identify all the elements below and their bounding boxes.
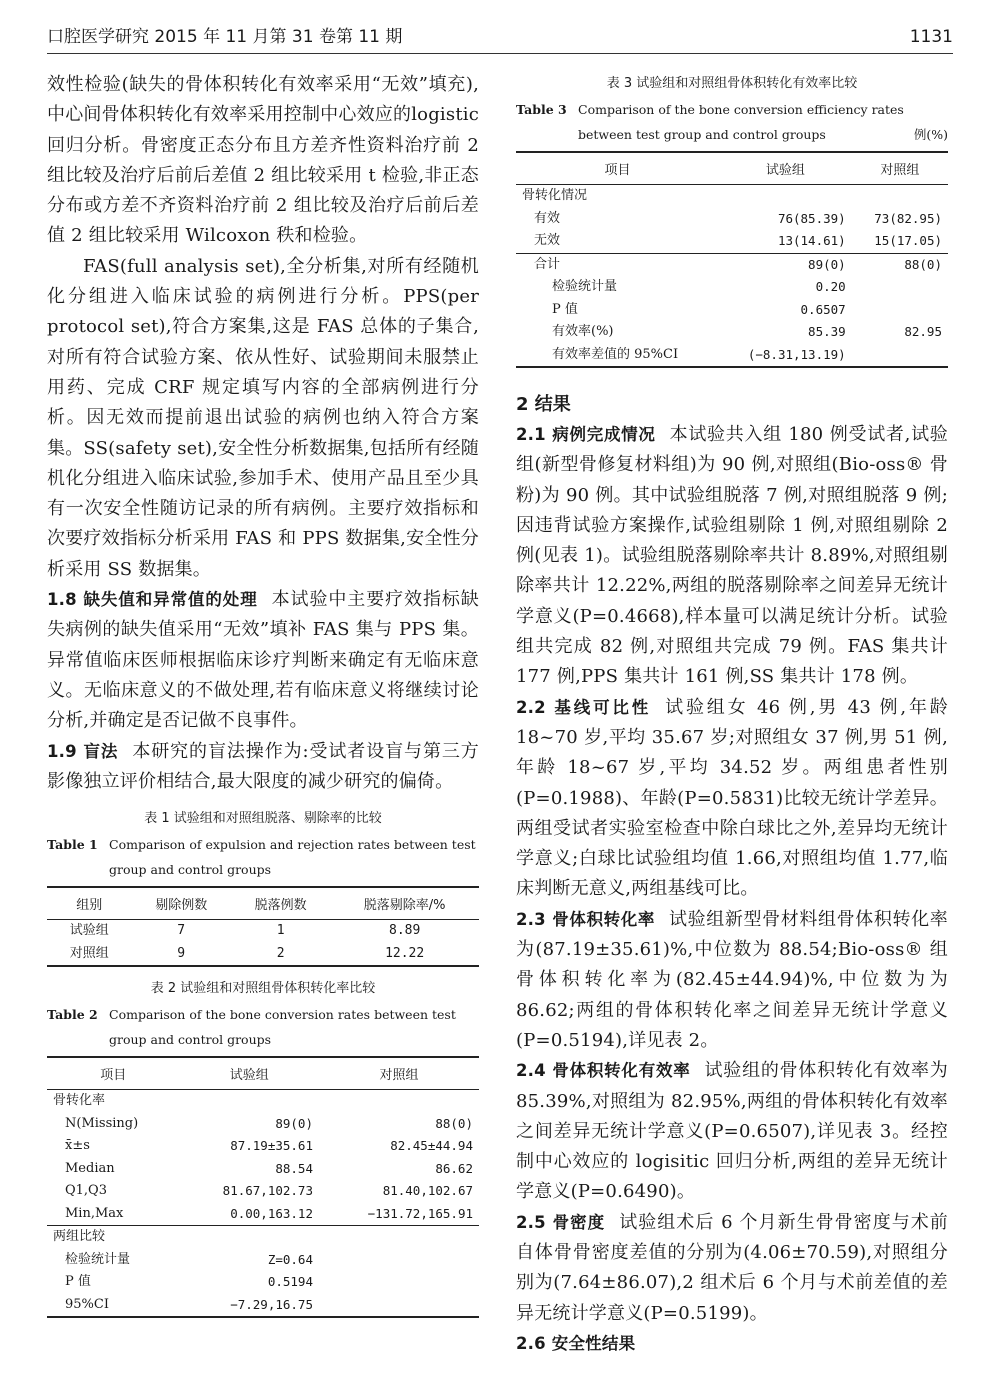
table-header-cell: 脱落剔除率/% xyxy=(330,887,479,920)
table-header-cell: 试验组 xyxy=(180,1057,319,1090)
table-3-caption xyxy=(578,97,948,147)
table-cell: 2 xyxy=(231,943,330,967)
section-2-2-text: 试验组女 46 例,男 43 例,年龄 18~70 岁,平均 35.67 岁;对照组女 37 例,男 51 例,年龄 18~67 岁,平均 34.52 岁。两组患者性别(P=0.1988)、年龄(P=0.5831)比较无统计学差异。两组受试者实验室检查中除白球比之外,差异均无统计学意义;白球比试验组均值 1.66,对照组均值 1.77,临床判断无意义,两组基线可比。 xyxy=(516,696,948,900)
table-row xyxy=(516,276,948,299)
table-cell: 12.22 xyxy=(330,943,479,967)
table-cell: 88(0) xyxy=(852,253,948,276)
table-row xyxy=(47,1271,479,1294)
table-1-label: Table 1 xyxy=(47,837,98,853)
table-cell xyxy=(319,1271,479,1294)
table-row xyxy=(47,920,479,943)
table-header-cell: 对照组 xyxy=(319,1057,479,1090)
table-cell: 无效 xyxy=(534,233,561,248)
table-cell: Median xyxy=(65,1160,115,1176)
table-row xyxy=(47,1294,479,1318)
table-cell xyxy=(319,1294,479,1318)
table-3 xyxy=(516,72,948,368)
section-2-1 xyxy=(516,420,948,693)
table-cell: 对照组 xyxy=(47,943,132,967)
table-cell xyxy=(852,299,948,322)
table-cell: 82.95 xyxy=(904,324,942,339)
section-2-1-heading: 2.1 病例完成情况 xyxy=(516,425,656,444)
journal-info: 口腔医学研究 2015 年 11 月第 31 卷第 11 期 xyxy=(47,27,403,47)
table-cell: P 值 xyxy=(552,301,578,317)
table-cell: 86.62 xyxy=(435,1160,473,1176)
page-number: 1131 xyxy=(909,27,953,47)
left-column xyxy=(47,70,479,1318)
section-2-4 xyxy=(516,1056,948,1207)
table-cell: 0.00,163.12 xyxy=(230,1205,313,1221)
table-cell: 76(85.39) xyxy=(777,210,846,226)
section-1-9-text: 本研究的盲法操作为:受试者设盲与第三方影像独立评价相结合,最大限度的减少研究的偏倚。 xyxy=(47,740,479,792)
table-group-row xyxy=(47,1090,479,1113)
table-header-cell: 试验组 xyxy=(719,152,852,185)
table-2-label: Table 2 xyxy=(47,1007,98,1023)
table-cell xyxy=(852,276,948,299)
table-group-row xyxy=(516,185,948,208)
table-row xyxy=(47,1249,479,1272)
table-cell: 合计 xyxy=(516,253,719,276)
table-cell: 检验统计量 xyxy=(552,279,618,294)
section-2-1-text: 本试验共入组 180 例受试者,试验组(新型骨修复材料组)为 90 例,对照组(Bio-oss® 骨粉)为 90 例。其中试验组脱落 7 例,对照组脱落 9 例;因违背试验方案操作,试验组剔除 1 例,对照组剔除 2 例(见表 1)。试验组脱落剔除率共计 8.89%,对照组剔除率共计 12.22%,两组的脱落剔除率之间差异无统计学意义(P=0.4668),样本量可以满足统计分析。试验组共完成 82 例,对照组共完成 79 例。FAS 集共计 177 例,PPS 集共计 161 例,SS 集共计 178 例。 xyxy=(516,424,948,688)
table-cell: 13(14.61) xyxy=(777,233,846,248)
table-1-caption: Comparison of expulsion and rejection rates between test group and control groups xyxy=(109,837,476,878)
table-1-title-cn: 表 1 试验组和对照组脱落、剔除率的比较 xyxy=(144,811,382,827)
table-cell: 89(0) xyxy=(275,1115,313,1131)
table-cell: 有效 xyxy=(534,210,561,226)
table-3-title-cn: 表 3 试验组和对照组骨体积转化有效率比较 xyxy=(606,76,858,91)
table-row xyxy=(516,321,948,344)
table-cell: 有效率(%) xyxy=(552,324,614,339)
table-cell: x̄±s xyxy=(65,1138,90,1154)
section-2-3-text: 试验组新型骨材料组骨体积转化率为(87.19±35.61)%,中位数为 88.54;Bio-oss® 组骨体积转化率为(82.45±44.94)%,中位数为为 86.62;两组的骨体积转化率之间差异无统计学意义(P=0.5194),详见表 2。 xyxy=(516,908,948,1051)
section-2-2-heading: 2.2 基线可比性 xyxy=(516,697,652,717)
table-cell: −7.29,16.75 xyxy=(180,1294,319,1318)
table-1-title-en xyxy=(47,832,479,882)
table-cell: 1 xyxy=(276,923,285,939)
table-row xyxy=(47,1113,479,1136)
table-group-label: 骨转化情况 xyxy=(522,188,588,203)
table-row xyxy=(47,1203,479,1226)
table-group-row xyxy=(47,1226,479,1249)
table-3-label: Table 3 xyxy=(516,102,567,117)
table-2-grid xyxy=(47,1056,479,1318)
table-cell: 0.20 xyxy=(815,279,846,294)
table-cell: 88(0) xyxy=(435,1115,473,1131)
table-3-caption-text: Comparison of the bone conversion efficiency rates between test group and control groups xyxy=(578,102,904,142)
section-2-4-text: 试验组的骨体积转化有效率为 85.39%,对照组为 82.95%,两组的骨体积转化有效率之间差异无统计学意义(P=0.6507),详见表 3。经控制中心效应的 logisitic 回归分析,两组的差异无统计学意义(P=0.6490)。 xyxy=(516,1060,948,1203)
table-row xyxy=(47,1158,479,1181)
section-2-heading: 2 结果 xyxy=(516,394,571,415)
table-cell: 87.19±35.61 xyxy=(230,1138,313,1154)
table-row xyxy=(47,943,479,967)
section-1-8 xyxy=(47,585,479,736)
table-cell: 有效率差值的 95%CI xyxy=(516,344,719,368)
table-header-cell: 对照组 xyxy=(852,152,948,185)
table-2 xyxy=(47,977,479,1318)
section-2-3-heading: 2.3 骨体积转化率 xyxy=(516,909,655,929)
section-2-4-heading: 2.4 骨体积转化有效率 xyxy=(516,1061,691,1081)
table-2-title-cn: 表 2 试验组和对照组骨体积转化率比较 xyxy=(150,981,376,997)
table-cell: 95%CI xyxy=(47,1294,180,1318)
table-cell: 检验统计量 xyxy=(65,1251,131,1267)
table-cell: Z=0.64 xyxy=(267,1251,313,1267)
table-cell: P 值 xyxy=(65,1274,91,1290)
table-row xyxy=(516,208,948,231)
table-header-cell: 脱落例数 xyxy=(231,887,330,920)
table-cell: Q1,Q3 xyxy=(65,1183,107,1199)
table-3-title-en xyxy=(516,97,948,147)
paragraph-stats-method: 效性检验(缺失的骨体积转化有效率采用“无效”填充),中心间骨体积转化有效率采用控制中心效应的logistic 回归分析。骨密度正态分布且方差齐性资料治疗前 2 组比较及治疗后前后差值 2 组比较采用 t 检验,非正态分布或方差不齐资料治疗前 2 组比较及治疗后前后差值 2 组比较采用 Wilcoxon 秩和检验。 xyxy=(47,74,479,247)
table-cell: 81.40,102.67 xyxy=(382,1183,473,1199)
table-cell: 0.6507 xyxy=(800,301,846,317)
table-cell: −131.72,165.91 xyxy=(367,1205,473,1221)
table-row xyxy=(47,1135,479,1158)
table-row xyxy=(516,253,948,276)
table-cell: 0.5194 xyxy=(267,1274,313,1290)
table-2-caption: Comparison of the bone conversion rates between test group and control groups xyxy=(109,1007,456,1048)
section-2-5 xyxy=(516,1208,948,1329)
table-cell: 9 xyxy=(132,943,231,967)
table-group-label: 两组比较 xyxy=(47,1226,479,1249)
table-1-grid xyxy=(47,886,479,967)
table-cell: 试验组 xyxy=(69,923,109,939)
table-cell: 85.39 xyxy=(808,324,846,339)
right-column xyxy=(516,72,948,1359)
section-2-5-heading: 2.5 骨密度 xyxy=(516,1212,606,1232)
table-cell: 7 xyxy=(177,923,186,939)
section-2-3 xyxy=(516,905,948,1056)
paragraph-datasets: FAS(full analysis set),全分析集,对所有经随机化分组进入临床试验的病例进行分析。PPS(per protocol set),符合方案集,这是 FAS 总体的子集合,对所有符合试验方案、依从性好、试验期间未服禁止用药、完成 CRF 规定填写内容的全部病例进行分析。因无效而提前退出试验的病例也纳入符合方案集。SS(safety set),安全性分析数据集,包括所有经随机化分组进入临床试验,参加手术、使用产品且至少具有一次安全性随访记录的所有病例。主要疗效指标和次要疗效指标分析采用 FAS 和 PPS 数据集,安全性分析采用 SS 数据集。 xyxy=(47,255,479,580)
table-row xyxy=(516,299,948,322)
section-2-6 xyxy=(516,1329,948,1359)
section-1-8-heading: 1.8 缺失值和异常值的处理 xyxy=(47,590,258,610)
table-cell: 89(0) xyxy=(719,253,852,276)
table-cell: 88.54 xyxy=(275,1160,313,1176)
table-cell xyxy=(852,344,948,368)
section-2-5-text: 试验组术后 6 个月新生骨骨密度与术前自体骨骨密度差值的分别为(4.06±70.59),对照组分别为(7.64±86.07),2 组术后 6 个月与术前差值的差异无统计学意义(P=0.5199)。 xyxy=(516,1211,949,1324)
section-1-9 xyxy=(47,737,479,798)
table-cell: 73(82.95) xyxy=(874,210,942,226)
section-1-8-text: 本试验中主要疗效指标缺失病例的缺失值采用“无效”填补 FAS 集与 PPS 集。异常值临床医师根据临床诊疗判断来确定有无临床意义。无临床意义的不做处理,若有临床意义将继续讨论分析,并确定是否记做不良事件。 xyxy=(47,589,479,732)
table-row xyxy=(516,230,948,253)
table-row xyxy=(516,344,948,368)
table-header-cell: 组别 xyxy=(47,887,132,920)
table-header-cell: 项目 xyxy=(516,152,719,185)
table-header-cell: 项目 xyxy=(47,1057,180,1090)
table-2-title-en xyxy=(47,1002,479,1052)
table-cell: 15(17.05) xyxy=(874,233,942,248)
table-group-label: 骨转化率 xyxy=(53,1093,106,1109)
table-header-cell: 剔除例数 xyxy=(132,887,231,920)
table-1 xyxy=(47,807,479,967)
table-cell: N(Missing) xyxy=(65,1115,139,1131)
table-3-grid xyxy=(516,151,948,368)
section-1-9-heading: 1.9 盲法 xyxy=(47,741,119,761)
table-cell: Min,Max xyxy=(65,1205,124,1221)
table-3-unit: 例(%) xyxy=(913,127,948,142)
table-row xyxy=(47,1180,479,1203)
section-2-6-heading: 2.6 安全性结果 xyxy=(516,1333,636,1353)
running-header xyxy=(47,14,953,54)
table-cell: (−8.31,13.19) xyxy=(719,344,852,368)
table-cell xyxy=(319,1249,479,1272)
table-cell: 8.89 xyxy=(389,923,421,939)
section-2-2 xyxy=(516,693,948,905)
table-cell: 82.45±44.94 xyxy=(390,1138,473,1154)
table-cell: 81.67,102.73 xyxy=(222,1183,313,1199)
